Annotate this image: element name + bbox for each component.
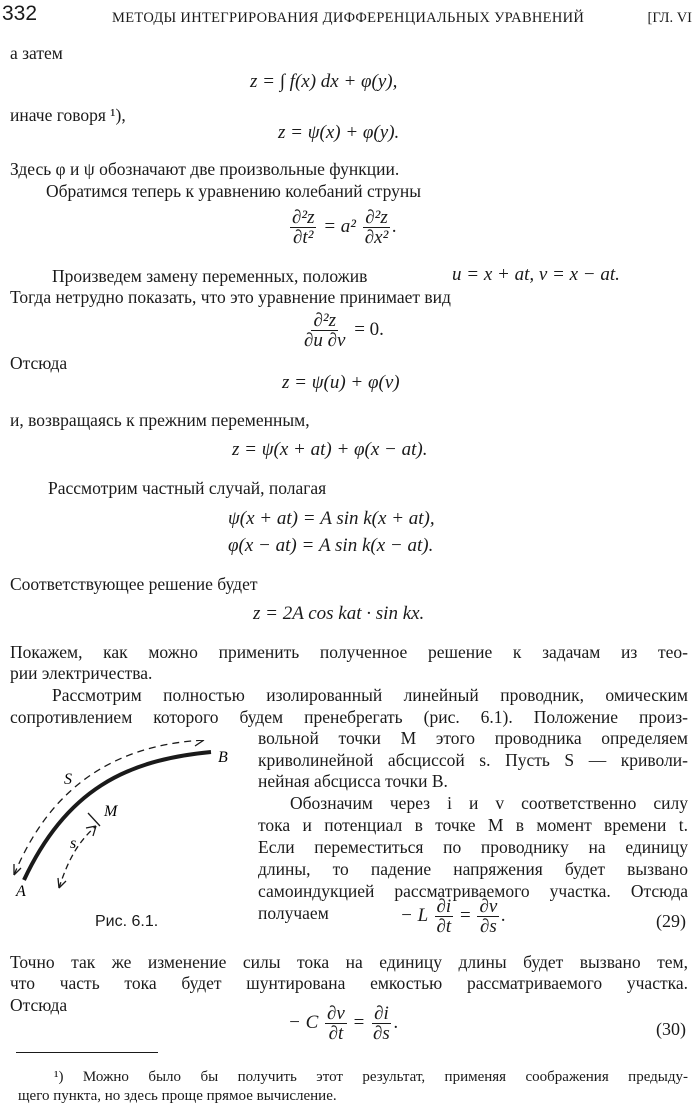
equation-operator: =	[459, 904, 471, 926]
text-obratimsya: Обратимся теперь к уравнению колебаний струны	[46, 181, 422, 201]
running-head	[0, 3, 700, 29]
text-izol-3: вольной точки M этого проводника определяем	[258, 728, 688, 748]
text-oboz-6: получаем	[258, 903, 329, 923]
equation-operator: = a²	[323, 215, 357, 237]
figure-6-1	[6, 740, 256, 900]
text-tochno-1: Точно так же изменение силы тока на единицу длины будет вызвано тем,	[10, 952, 688, 972]
footnote-line-1: ¹) Можно было бы получить этот результат, применяя соображения предыду-	[54, 1069, 688, 1085]
text-izol-1: Рассмотрим полностью изолированный линейный проводник, омическим	[52, 685, 688, 705]
text-oboz-1: Обозначим через i и v соответственно силу	[290, 793, 688, 813]
running-title: МЕТОДЫ ИНТЕГРИРОВАНИЯ ДИФФЕРЕНЦИАЛЬНЫХ УРАВНЕНИЙ	[112, 10, 585, 26]
equation-8: φ(x − at) = A sin k(x − at).	[228, 535, 434, 556]
equation-29	[400, 897, 506, 936]
text-togda: Тогда нетрудно показать, что это уравнение принимает вид	[10, 287, 451, 307]
text-vozvr: и, возвращаясь к прежним переменным,	[10, 410, 310, 430]
substitution-inline: u = x + at, v = x − at.	[452, 264, 620, 285]
equation-30	[288, 1004, 399, 1043]
equation-operator: =	[353, 1011, 365, 1033]
equation-5: z = ψ(u) + φ(v)	[282, 372, 400, 393]
arc-s-dashed	[59, 826, 96, 888]
fraction	[290, 208, 316, 247]
text-pokazhem-1: Покажем, как можно применить полученное решение к задачам из тео-	[10, 642, 688, 662]
equation-1: z = ∫ f(x) dx + φ(y),	[250, 71, 398, 92]
equation-number-29: (29)	[656, 911, 686, 931]
equation-7: ψ(x + at) = A sin k(x + at),	[228, 508, 435, 529]
denominator: ∂u ∂v	[304, 330, 346, 351]
numerator: ∂²z	[365, 207, 388, 228]
numerator: ∂i	[374, 1003, 389, 1024]
figure-caption: Рис. 6.1.	[95, 913, 159, 930]
text-rassmotrim: Рассмотрим частный случай, полагая	[48, 478, 327, 498]
equation-prefix: − L	[400, 904, 428, 926]
text-a-zatem: а затем	[10, 43, 63, 63]
text-izol-4: криволинейной абсциссой s. Пусть S — криволи-	[258, 750, 688, 770]
label-M: M	[104, 803, 118, 820]
numerator: ∂v	[479, 896, 498, 917]
equation-9: z = 2A cos kat · sin kx.	[253, 603, 425, 624]
text-izol-5: нейная абсцисса точки B.	[258, 771, 448, 791]
equation-rhs: = 0.	[354, 318, 384, 340]
denominator: ∂t²	[293, 227, 314, 248]
equation-6: z = ψ(x + at) + φ(x − at).	[232, 439, 428, 460]
fraction	[477, 897, 499, 936]
denominator: ∂s	[373, 1023, 390, 1044]
arrow-s-start-icon	[58, 878, 66, 888]
page-number: 332	[2, 2, 38, 25]
text-oboz-3: Если переместиться по проводнику на единицу	[258, 837, 688, 857]
text-otsyuda: Отсюда	[10, 353, 68, 373]
text-inache: иначе говоря ¹),	[10, 105, 126, 125]
numerator: ∂v	[327, 1003, 345, 1024]
numerator: ∂²z	[313, 310, 336, 331]
footnote-divider	[16, 1052, 158, 1053]
denominator: ∂s	[479, 916, 497, 937]
equation-prefix: − C	[288, 1011, 319, 1033]
numerator: ∂²z	[292, 207, 315, 228]
denominator: ∂x²	[364, 227, 389, 248]
arrow-S-start-icon	[14, 864, 21, 875]
text-zdes: Здесь φ и ψ обозначают две произвольные функции.	[10, 159, 400, 179]
equation-punct: .	[501, 904, 507, 926]
fraction	[325, 1004, 347, 1043]
equation-punct: .	[393, 1011, 399, 1033]
text-izol-2: сопротивлением которого будем пренебрегать (рис. 6.1). Положение произ-	[10, 707, 688, 727]
denominator: ∂t	[328, 1023, 344, 1044]
fraction	[363, 208, 391, 247]
equation-2: z = ψ(x) + φ(y).	[278, 122, 400, 143]
conductor-curve	[24, 752, 211, 880]
text-proizvedem: Произведем замену переменных, положив	[52, 266, 368, 286]
text-pokazhem-2: рии электричества.	[10, 663, 153, 683]
point-M-tick	[88, 813, 100, 826]
fraction	[435, 897, 454, 936]
equation-number-30: (30)	[656, 1019, 686, 1039]
text-oboz-5: самоиндукцией рассматриваемого участка. Отсюда	[258, 881, 688, 901]
label-s: s	[70, 835, 77, 852]
text-tochno-2: что часть тока будет шунтирована емкостью рассматриваемого участка.	[10, 973, 688, 993]
text-oboz-2: тока и потенциал в точке M в момент времени t.	[258, 815, 688, 835]
label-A: A	[16, 883, 26, 900]
fraction	[371, 1004, 392, 1043]
equation-3	[288, 208, 397, 247]
chapter-label: [ГЛ. VI	[647, 10, 692, 26]
equation-4	[300, 311, 384, 350]
denominator: ∂t	[436, 916, 452, 937]
text-tochno-3: Отсюда	[10, 995, 68, 1015]
fraction	[302, 311, 347, 350]
equation-punct: .	[392, 215, 398, 237]
text-oboz-4: длины, то падение напряжения будет вызвано	[258, 859, 688, 879]
text-sootv: Соответствующее решение будет	[10, 574, 258, 594]
label-B: B	[218, 749, 228, 766]
footnote-line-2: щего пункта, но здесь проще прямое вычисление.	[18, 1088, 337, 1104]
numerator: ∂i	[436, 896, 452, 917]
label-S: S	[64, 771, 72, 788]
